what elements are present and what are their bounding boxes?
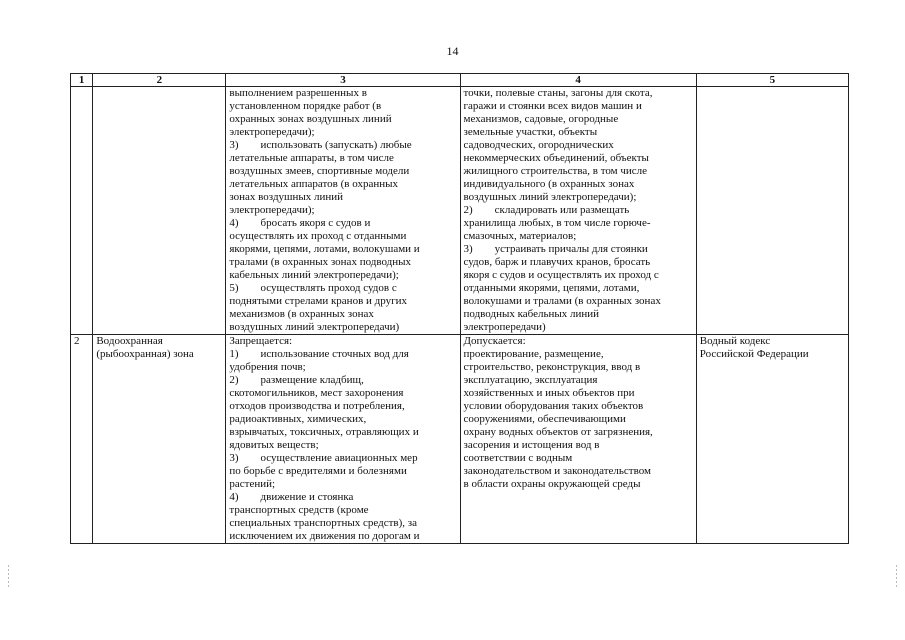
cell-restrictions [226, 87, 460, 335]
text-line: Российской Федерации [699, 348, 809, 360]
text-line: электропередачи) [463, 321, 546, 333]
cell-basis-empty [696, 87, 848, 335]
cell-permissions [460, 335, 696, 544]
text-line: летательных аппаратов (в охранных [229, 178, 398, 190]
cell-prohibitions [226, 335, 460, 544]
text-line: зонах воздушных линий [229, 191, 344, 203]
text-line: некоммерческих объединений, объекты [463, 152, 649, 164]
text-line: 5) осуществлять проход судов с [229, 282, 397, 294]
text-line: земельные участки, объекты [463, 126, 598, 138]
text-line: засорения и истощения вод в [463, 439, 600, 451]
text-line: якоря с судов и осуществлять их проход с [463, 269, 659, 281]
text-line: охрану водных объектов от загрязнения, [463, 426, 653, 438]
text-line: удобрения почв; [229, 361, 306, 373]
header-col-1: 1 [71, 74, 93, 87]
text-line: 4) бросать якоря с судов и [229, 217, 371, 229]
right-edge-mark [896, 565, 897, 589]
header-row [71, 74, 849, 87]
text-line: хранилища любых, в том числе горюче- [463, 217, 651, 229]
cell-zone-name [93, 335, 226, 544]
text-line: воздушных линий электропередачи) [229, 321, 400, 333]
text-line: условии оборудования таких объектов [463, 400, 644, 412]
text-line: соответствии с водным [463, 452, 573, 464]
text-line: проектирование, размещение, [463, 348, 604, 360]
text-line: гаражи и стоянки всех видов машин и [463, 100, 642, 112]
text-line: выполнением разрешенных в [229, 87, 367, 99]
text-line: охранных зонах воздушных линий [229, 113, 392, 125]
cell-restrictions-cont [460, 87, 696, 335]
page-number: 14 [446, 44, 459, 58]
text-line: осуществлять их проход с отданными [229, 230, 407, 242]
text-line: ядовитых веществ; [229, 439, 319, 451]
text-line: воздушных линий электропередачи); [463, 191, 637, 203]
text-line: летательные аппараты, в том числе [229, 152, 394, 164]
text-line: 3) устраивать причалы для стоянки [463, 243, 648, 255]
text-line: исключением их движения по дорогам и [229, 530, 420, 542]
cell-zone-empty [93, 87, 226, 335]
text-line: законодательством и законодательством [463, 465, 651, 477]
text-line: подводных кабельных линий [463, 308, 600, 320]
text-line: взрывчатых, токсичных, отравляющих и [229, 426, 419, 438]
text-line: 1) использование сточных вод для [229, 348, 409, 360]
text-line: транспортных средств (кроме [229, 504, 369, 516]
text-line: якорями, цепями, лотами, волокушами и [229, 243, 420, 255]
text-line: строительство, реконструкция, ввод в [463, 361, 641, 373]
text-line: точки, полевые станы, загоны для скота, [463, 87, 653, 99]
text-line: сооружениями, обеспечивающими [463, 413, 626, 425]
text-line: (рыбоохранная) зона [96, 348, 194, 360]
text-line: скотомогильников, мест захоронения [229, 387, 404, 399]
text-line: Водоохранная [96, 335, 163, 347]
text-line: электропередачи); [229, 126, 315, 138]
text-line: электропередачи); [229, 204, 315, 216]
text-line: радиоактивных, химических, [229, 413, 367, 425]
header-col-2: 2 [93, 74, 226, 87]
text-line: тралами (в охранных зонах подводных [229, 256, 412, 268]
text-line: 2) складировать или размещать [463, 204, 630, 216]
text-line: Водный кодекс [699, 335, 771, 347]
text-line: индивидуального (в охранных зонах [463, 178, 635, 190]
text-line: поднятыми стрелами кранов и других [229, 295, 408, 307]
header-col-5: 5 [696, 74, 848, 87]
cell-num-empty [71, 87, 93, 335]
text-line: волокушами и тралами (в охранных зонах [463, 295, 661, 307]
text-line: хозяйственных и иных объектов при [463, 387, 635, 399]
row-number: 2 [71, 335, 93, 544]
text-line: установленном порядке работ (в [229, 100, 382, 112]
text-line: в области охраны окружающей среды [463, 478, 641, 490]
text-line: механизмов, садовые, огородные [463, 113, 619, 125]
text-line: воздушных змеев, спортивные модели [229, 165, 410, 177]
header-col-4: 4 [460, 74, 696, 87]
text-line: эксплуатацию, эксплуатация [463, 374, 598, 386]
text-line: отданными якорями, цепями, лотами, [463, 282, 640, 294]
text-line: 4) движение и стоянка [229, 491, 354, 503]
text-line: судов, барж и плавучих кранов, бросать [463, 256, 651, 268]
left-edge-mark [8, 565, 9, 589]
text-line: смазочных, материалов; [463, 230, 577, 242]
table-row-continued [71, 87, 849, 335]
text-line: Запрещается: [229, 335, 293, 347]
text-line: 3) использовать (запускать) любые [229, 139, 412, 151]
text-line: механизмов (в охранных зонах [229, 308, 374, 320]
header-col-3: 3 [226, 74, 460, 87]
text-line: Допускается: [463, 335, 526, 347]
text-line: жилищного строительства, в том числе [463, 165, 648, 177]
cell-legal-basis [696, 335, 848, 544]
text-line: специальных транспортных средств), за [229, 517, 417, 529]
text-line: растений; [229, 478, 276, 490]
text-line: 3) осуществление авиационных мер [229, 452, 418, 464]
text-line: отходов производства и потребления, [229, 400, 405, 412]
text-line: по борьбе с вредителями и болезнями [229, 465, 407, 477]
document-table [70, 73, 849, 544]
text-line: кабельных линий электропередачи); [229, 269, 399, 281]
table-row-2 [71, 335, 849, 544]
text-line: садоводческих, огороднических [463, 139, 614, 151]
text-line: 2) размещение кладбищ, [229, 374, 364, 386]
